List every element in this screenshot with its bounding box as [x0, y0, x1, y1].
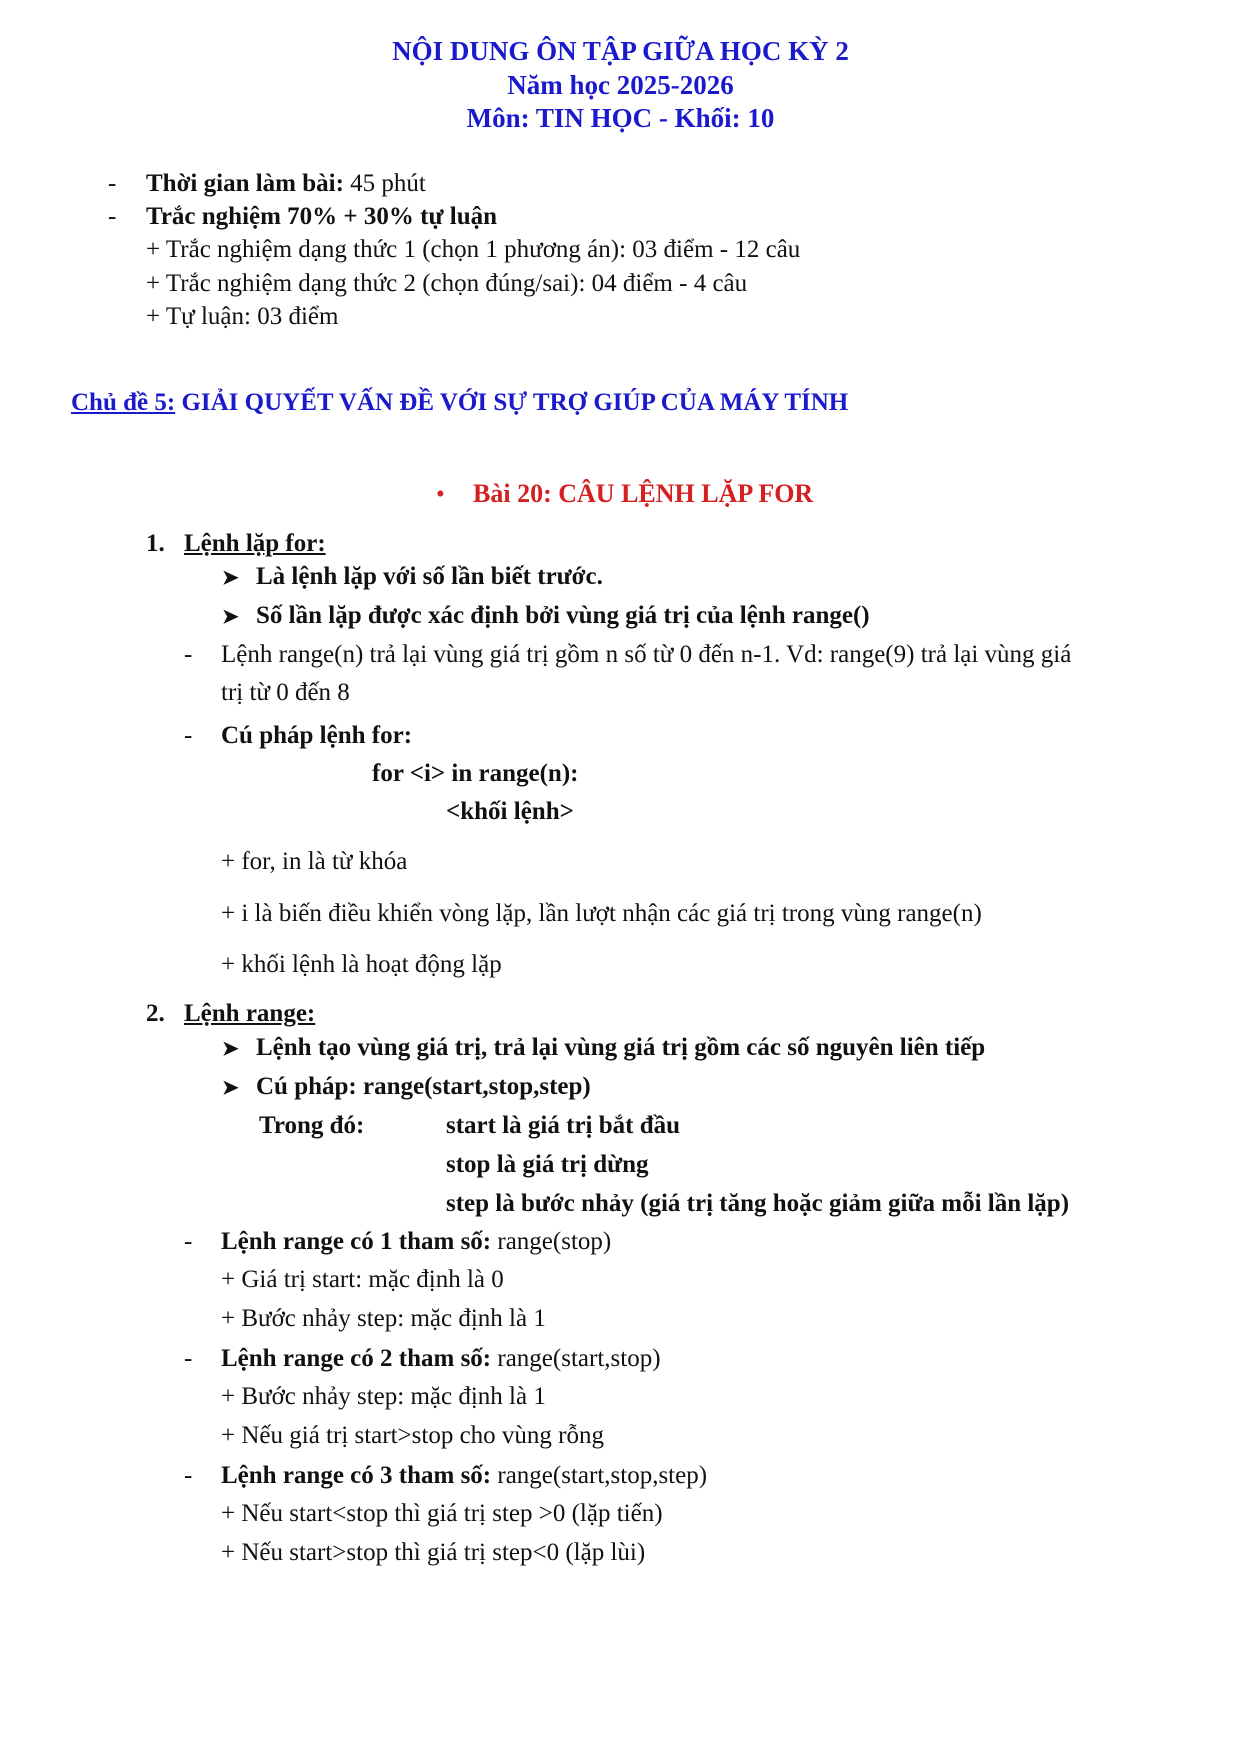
- range-description: Lệnh range(n) trả lại vùng giá trị gồm n số từ 0 đến n-1. Vd: range(9) trả lại vùng giá: [221, 641, 1072, 668]
- arrow-point: [222, 1073, 591, 1102]
- subject-grade: Môn: TIN HỌC - Khối: 10: [466, 103, 775, 133]
- topic-heading: [71, 389, 848, 418]
- syntax-line: for <i> in range(n):: [372, 760, 579, 787]
- range-description: trị từ 0 đến 8: [221, 679, 350, 706]
- dash: -: [184, 1345, 193, 1372]
- note: + Nếu start<stop thì giá trị step >0 (lặp tiến): [221, 1500, 663, 1527]
- section-number: 1.: [146, 530, 165, 557]
- exam-format: Trắc nghiệm 70% + 30% tự luận: [146, 203, 498, 230]
- note: + Nếu giá trị start>stop cho vùng rỗng: [221, 1422, 604, 1449]
- arrow-point-text: Lệnh tạo vùng giá trị, trả lại vùng giá trị gồm các số nguyên liên tiếp: [256, 1034, 986, 1061]
- lesson-title: Bài 20: CÂU LỆNH LẶP FOR: [473, 479, 814, 508]
- arrow-point: [222, 1034, 985, 1063]
- arrow-point: [222, 602, 870, 631]
- note: + Bước nhảy step: mặc định là 1: [221, 1305, 546, 1332]
- dash: -: [184, 1462, 193, 1489]
- param-desc: start là giá trị bắt đầu: [446, 1112, 681, 1139]
- doc-title: NỘI DUNG ÔN TẬP GIỮA HỌC KỲ 2: [392, 36, 849, 66]
- param-desc: stop là giá trị dừng: [446, 1151, 649, 1178]
- arrow-bullet-icon: ➤: [222, 1038, 239, 1060]
- note: + Nếu start>stop thì giá trị step<0 (lặp lùi): [221, 1539, 646, 1566]
- exam-dash: -: [108, 203, 117, 230]
- exam-time: [146, 170, 426, 199]
- lesson-heading: [436, 479, 813, 510]
- range-one-arg: [221, 1228, 611, 1257]
- param-desc: step là bước nhảy (giá trị tăng hoặc giảm giữa mỗi lần lặp): [446, 1190, 1070, 1217]
- exam-item: + Trắc nghiệm dạng thức 2 (chọn đúng/sai): 04 điểm - 4 câu: [146, 270, 748, 297]
- section-number: 2.: [146, 1000, 165, 1027]
- note: + Bước nhảy step: mặc định là 1: [221, 1383, 546, 1410]
- bullet-icon: •: [436, 481, 445, 508]
- topic-label: Chủ đề 5:: [71, 389, 176, 416]
- arrow-point-text: Số lần lặp được xác định bởi vùng giá trị của lệnh range(): [256, 602, 870, 629]
- exam-dash: -: [108, 170, 117, 197]
- syntax-line: <khối lệnh>: [446, 798, 574, 825]
- note: + khối lệnh là hoạt động lặp: [221, 951, 502, 978]
- dash: -: [184, 1228, 193, 1255]
- note: + Giá trị start: mặc định là 0: [221, 1266, 504, 1293]
- range-three-arg: [221, 1462, 707, 1491]
- school-year: Năm học 2025-2026: [507, 70, 734, 100]
- note: + for, in là từ khóa: [221, 848, 408, 875]
- arrow-point: [222, 563, 603, 592]
- exam-time-label: Thời gian làm bài:: [146, 170, 344, 197]
- section-heading: Lệnh range:: [184, 1000, 316, 1027]
- dash: -: [184, 641, 193, 668]
- arrow-point-text: Cú pháp: range(start,stop,step): [256, 1073, 591, 1100]
- topic-title: GIẢI QUYẾT VẤN ĐỀ VỚI SỰ TRỢ GIÚP CỦA MÁY TÍNH: [175, 389, 849, 416]
- syntax-label: Cú pháp lệnh for:: [221, 722, 413, 749]
- arrow-bullet-icon: ➤: [222, 1077, 239, 1099]
- arrow-point-text: Là lệnh lặp với số lần biết trước.: [256, 563, 603, 590]
- arrow-bullet-icon: ➤: [222, 567, 239, 589]
- range-one-arg-label: Lệnh range có 1 tham số:: [221, 1228, 492, 1255]
- range-two-arg-value: range(start,stop): [491, 1345, 661, 1372]
- range-two-arg: [221, 1345, 661, 1374]
- section-heading: Lệnh lặp for:: [184, 530, 326, 557]
- arrow-bullet-icon: ➤: [222, 606, 239, 628]
- exam-item: + Tự luận: 03 điểm: [146, 303, 339, 330]
- range-three-arg-label: Lệnh range có 3 tham số:: [221, 1462, 492, 1489]
- exam-time-value: 45 phút: [343, 170, 426, 197]
- range-two-arg-label: Lệnh range có 2 tham số:: [221, 1345, 492, 1372]
- note: + i là biến điều khiển vòng lặp, lần lượt nhận các giá trị trong vùng range(n): [221, 900, 982, 927]
- where-label: Trong đó:: [259, 1112, 365, 1139]
- dash: -: [184, 722, 193, 749]
- exam-item: + Trắc nghiệm dạng thức 1 (chọn 1 phương án): 03 điểm - 12 câu: [146, 236, 801, 263]
- range-three-arg-value: range(start,stop,step): [491, 1462, 708, 1489]
- range-one-arg-value: range(stop): [491, 1228, 612, 1255]
